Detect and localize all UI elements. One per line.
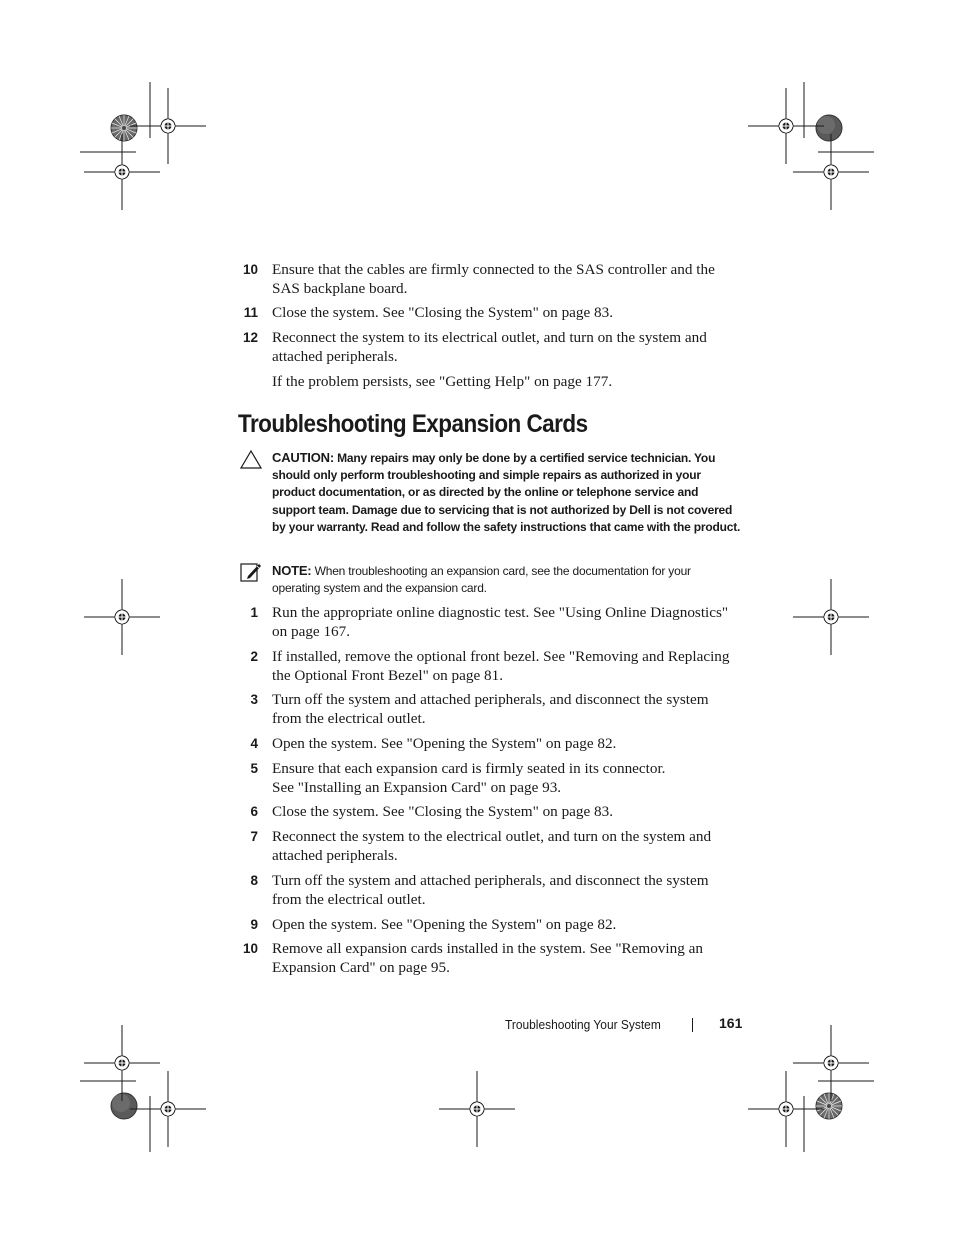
print-color-wheel-icon	[111, 1093, 137, 1119]
step-number: 12	[242, 330, 258, 345]
print-color-wheel-icon	[816, 115, 842, 141]
step-text: Open the system. See "Opening the System" on page 82.	[272, 735, 617, 752]
registration-mark-icon	[130, 88, 206, 164]
caution-text: Many repairs may only be done by a certified service technician. You should only perform troubleshooting and simple repairs as authorized in your product documentation, or as directed by the online or telephone service and support team. Damage due to servicing that is not authorized by Dell is not covered by your warranty. Read and follow the safety instructions that came with the product.	[272, 451, 741, 534]
registration-mark-icon	[84, 1025, 160, 1101]
registration-mark-icon	[793, 579, 869, 655]
persist-note: If the problem persists, see "Getting Help" on page 177.	[272, 373, 613, 390]
step-number: 1	[250, 605, 258, 620]
print-color-wheel-icon	[111, 115, 137, 141]
step-number: 10	[242, 941, 258, 956]
step-text-line: See "Installing an Expansion Card" on page 93.	[272, 779, 562, 796]
step-number: 5	[250, 761, 258, 776]
step-text: Remove all expansion cards installed in the system. See "Removing an Expansion Card" on page 95.	[272, 940, 703, 976]
step-text: If installed, remove the optional front bezel. See "Removing and Replacing the Optional Front Bezel" on page 81.	[272, 648, 730, 684]
note-label: NOTE:	[272, 563, 312, 578]
print-color-wheel-icon	[816, 1093, 842, 1119]
step-number: 4	[250, 736, 258, 751]
page-number: 161	[719, 1015, 743, 1031]
footer-section-title: Troubleshooting Your System	[505, 1017, 661, 1032]
step-number: 9	[250, 917, 258, 932]
step-text: Reconnect the system to the electrical outlet, and turn on the system and attached peripherals.	[272, 828, 712, 864]
step-text	[272, 759, 740, 797]
note-notice	[272, 562, 742, 597]
step-text: Open the system. See "Opening the System" on page 82.	[272, 916, 617, 933]
step-text: Reconnect the system to its electrical outlet, and turn on the system and attached peripherals.	[272, 329, 707, 365]
registration-mark-icon	[748, 88, 824, 164]
footer-divider	[692, 1018, 693, 1032]
step-text: Close the system. See "Closing the System" on page 83.	[272, 304, 614, 321]
caution-label: CAUTION:	[272, 450, 334, 465]
step-text: Turn off the system and attached peripherals, and disconnect the system from the electrical outlet.	[272, 691, 709, 727]
note-text: When troubleshooting an expansion card, see the documentation for your operating system and the expansion card.	[272, 564, 691, 596]
registration-mark-icon	[130, 1071, 206, 1147]
step-number: 6	[250, 804, 258, 819]
step-number: 2	[250, 649, 258, 664]
step-number: 10	[242, 262, 258, 277]
step-text: Turn off the system and attached peripherals, and disconnect the system from the electrical outlet.	[272, 872, 709, 908]
step-text: Ensure that the cables are firmly connected to the SAS controller and the SAS backplane board.	[272, 261, 715, 297]
caution-notice	[272, 449, 742, 536]
step-text: Close the system. See "Closing the System" on page 83.	[272, 803, 614, 820]
step-text-line: Ensure that each expansion card is firmly seated in its connector.	[272, 760, 666, 777]
registration-mark-icon	[84, 579, 160, 655]
registration-mark-icon	[793, 1025, 869, 1101]
registration-mark-icon	[439, 1071, 515, 1147]
registration-mark-icon	[84, 134, 160, 210]
section-heading: Troubleshooting Expansion Cards	[238, 410, 588, 438]
step-number: 7	[250, 829, 258, 844]
step-number: 11	[243, 305, 258, 320]
caution-triangle-icon	[240, 450, 262, 469]
step-text: Run the appropriate online diagnostic test. See "Using Online Diagnostics" on page 167.	[272, 604, 729, 640]
step-number: 8	[250, 873, 258, 888]
step-number: 3	[250, 692, 258, 707]
registration-mark-icon	[793, 134, 869, 210]
note-pencil-icon	[240, 561, 262, 583]
registration-mark-icon	[748, 1071, 824, 1147]
